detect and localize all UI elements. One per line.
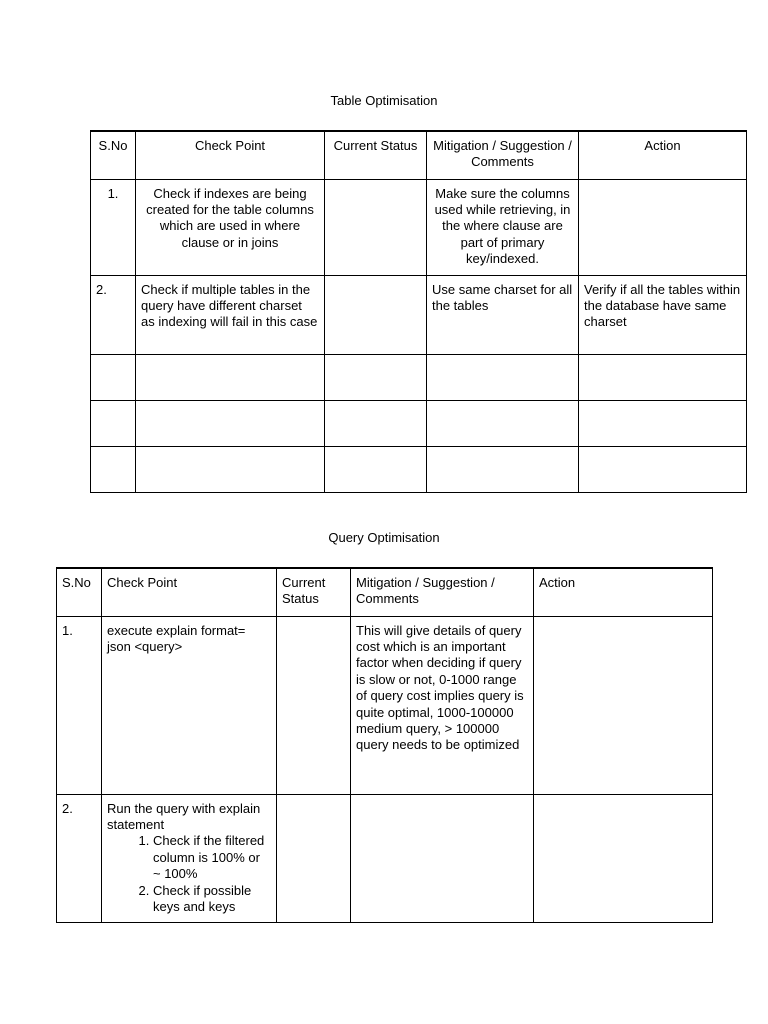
empty-cell [136, 400, 325, 446]
empty-row [91, 446, 747, 492]
empty-cell [325, 400, 427, 446]
row-current-status [277, 616, 351, 794]
header-current-status: Current Status [325, 131, 427, 179]
row-current-status [277, 794, 351, 922]
row-check-point: execute explain format= json <query> [102, 616, 277, 794]
row-current-status [325, 179, 427, 275]
header-current-status: Current Status [277, 568, 351, 616]
table-optimisation-title: Table Optimisation [330, 93, 438, 108]
empty-cell [579, 446, 747, 492]
row-current-status [325, 275, 427, 354]
header-check-point: Check Point [136, 131, 325, 179]
empty-row [91, 354, 747, 400]
empty-cell [579, 354, 747, 400]
query-optimisation-table [56, 567, 713, 923]
query-optimisation-title: Query Optimisation [328, 530, 440, 545]
table-header-row [91, 131, 747, 179]
header-mitigation: Mitigation / Suggestion / Comments [427, 131, 579, 179]
empty-cell [91, 446, 136, 492]
table-row [91, 179, 747, 275]
empty-cell [136, 446, 325, 492]
row-sno: 2. [91, 275, 136, 354]
header-sno: S.No [57, 568, 102, 616]
empty-cell [427, 446, 579, 492]
list-item: 1. Check if the filtered column is 100% or ~ 100% [153, 833, 271, 882]
row-check-point: Check if multiple tables in the query have different charset as indexing will fail in this case [136, 275, 325, 354]
empty-row [91, 400, 747, 446]
empty-cell [427, 354, 579, 400]
row-action: Verify if all the tables within the database have same charset [579, 275, 747, 354]
empty-cell [427, 400, 579, 446]
header-mitigation: Mitigation / Suggestion / Comments [351, 568, 534, 616]
row-check-point: Check if indexes are being created for the table columns which are used in where clause or in joins [136, 179, 325, 275]
row-sno: 1. [91, 179, 136, 275]
row-action [579, 179, 747, 275]
header-action: Action [534, 568, 713, 616]
list-item: 2. Check if possible keys and keys [153, 883, 271, 916]
table-header-row [57, 568, 713, 616]
row-mitigation: This will give details of query cost which is an important factor when deciding if query is slow or not, 0-1000 range of query cost implies query is quite optimal, 1000-100000 medium query, > 100000 query needs to be optimized [351, 616, 534, 794]
header-sno: S.No [91, 131, 136, 179]
table-optimisation-table [90, 130, 747, 493]
row-sno: 1. [57, 616, 102, 794]
empty-cell [325, 446, 427, 492]
table-row [57, 616, 713, 794]
row-mitigation [351, 794, 534, 922]
check-point-steps [107, 833, 271, 915]
row-sno: 2. [57, 794, 102, 922]
header-action: Action [579, 131, 747, 179]
empty-cell [91, 400, 136, 446]
empty-cell [579, 400, 747, 446]
row-check-point [102, 794, 277, 922]
header-check-point: Check Point [102, 568, 277, 616]
table-row [57, 794, 713, 922]
row-action [534, 794, 713, 922]
table-row [91, 275, 747, 354]
row-mitigation: Make sure the columns used while retrieving, in the where clause are part of primary key/indexed. [427, 179, 579, 275]
row-mitigation: Use same charset for all the tables [427, 275, 579, 354]
row-action [534, 616, 713, 794]
empty-cell [91, 354, 136, 400]
empty-cell [325, 354, 427, 400]
check-point-intro: Run the query with explain statement [107, 800, 261, 832]
empty-cell [136, 354, 325, 400]
